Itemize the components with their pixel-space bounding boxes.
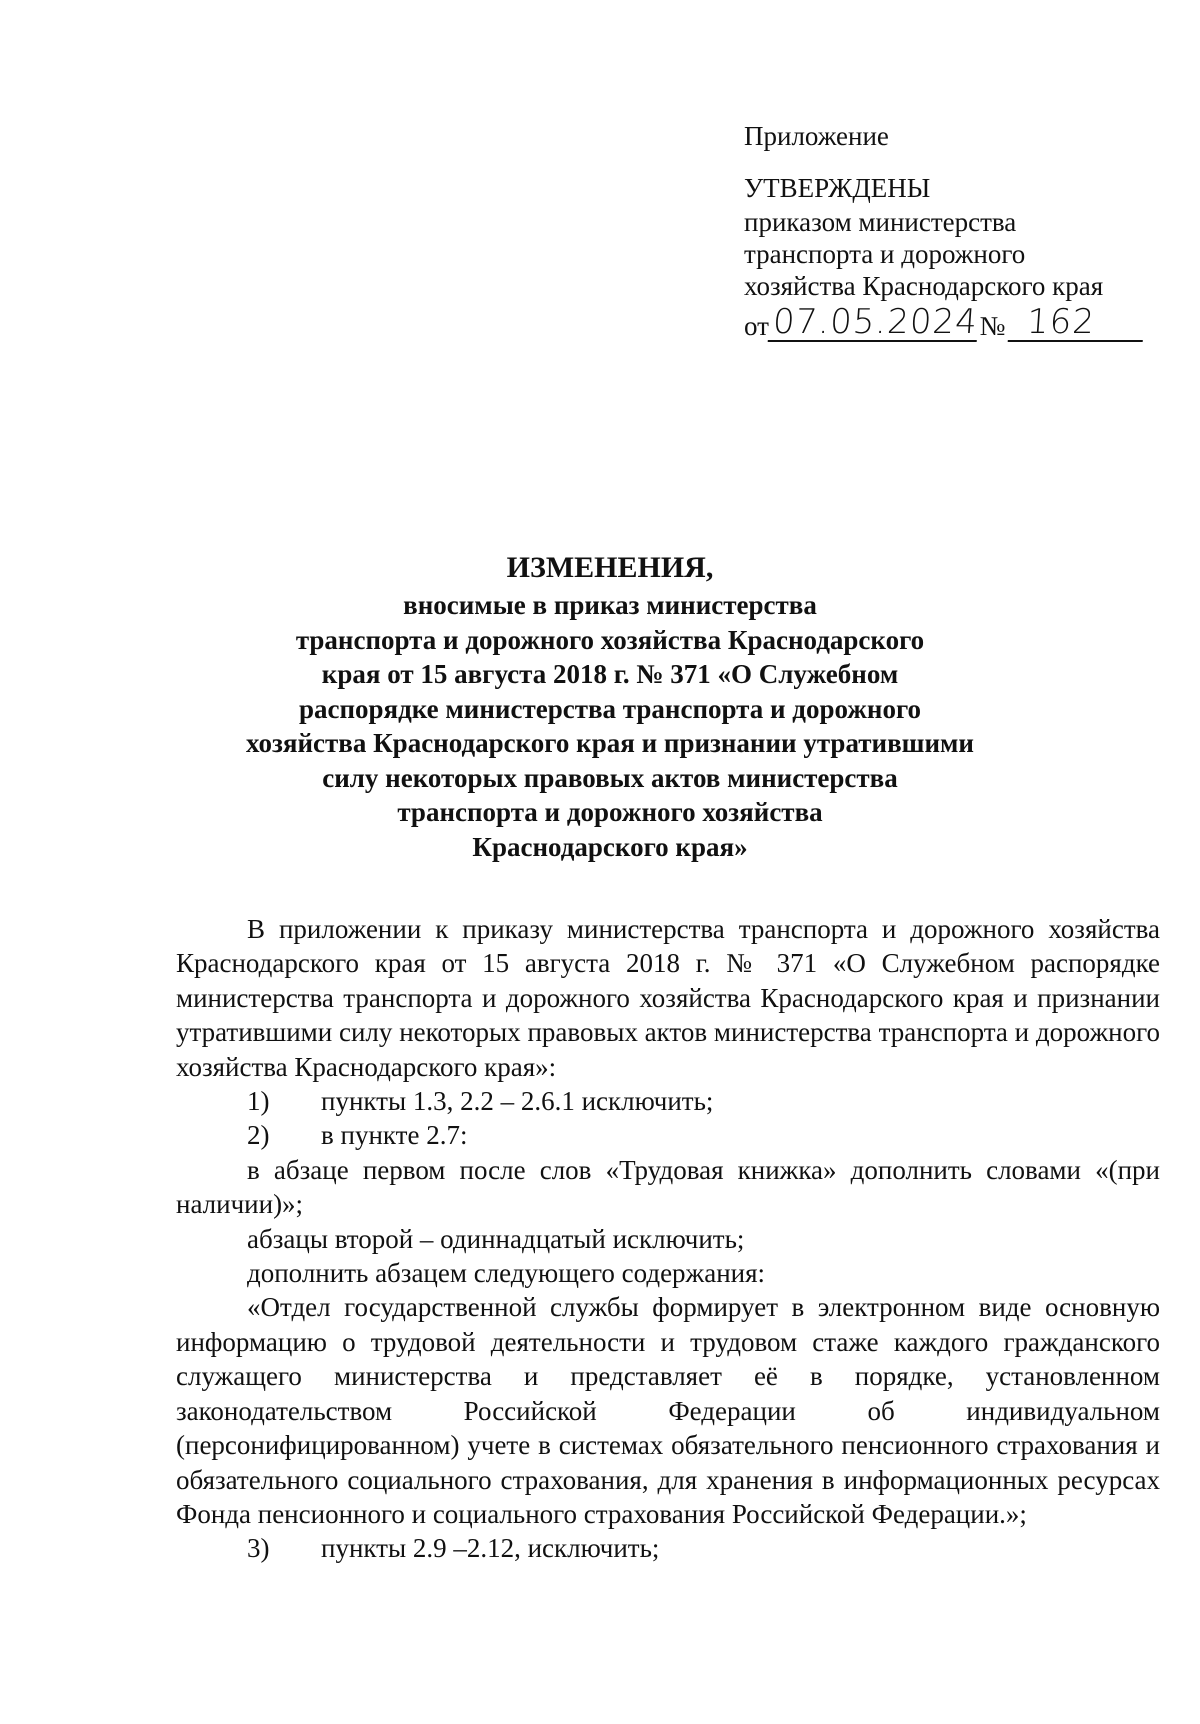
list-item-3-number: 3) [247,1533,270,1564]
list-item-3-text: пункты 2.9 –2.12, исключить; [321,1533,660,1564]
paragraph-b: абзацы второй – одиннадцатый исключить; [247,1223,745,1254]
approved-label: УТВЕРЖДЕНЫ [744,173,931,203]
title-line-6: силу некоторых правовых актов министерства [322,762,898,793]
title-line-8: Краснодарского края» [472,831,748,862]
document-body [176,912,1160,1566]
appendix-heading: Приложение [744,121,889,151]
title-main: ИЗМЕНЕНИЯ, [506,551,714,584]
title-line-2: транспорта и дорожного хозяйства Краснодарского [295,624,925,655]
document-title [200,548,1020,864]
list-item-2 [176,1118,1160,1152]
title-line-7: транспорта и дорожного хозяйства [397,797,823,827]
list-item-3 [176,1531,1160,1565]
list-item-1-number: 1) [247,1086,270,1117]
list-item-2-text: в пункте 2.7: [321,1120,468,1151]
list-item-1-text: пункты 1.3, 2.2 – 2.6.1 исключить; [321,1086,714,1117]
approval-line-2: транспорта и дорожного [744,239,1026,269]
intro-paragraph: В приложении к приказу министерства транспорта и дорожного хозяйства Краснодарского края от 15 августа 2018 г. № 371 «О Служебном распорядке министерства транспорта и дорожного хозяйства Краснодарского края и признании утратившими силу некоторых правовых актов министерства транспорта и дорожного хозяйства Краснодарского края»: [176,914,1160,1082]
paragraph-d: «Отдел государственной службы формирует в электронном виде основную информацию о трудовой деятельности и трудовом стаже каждого гражданского служащего министерства и представляет её в порядке, установленном законодательством Российской Федерации об индивидуальном (персонифицированном) учете в системах обязательного пенсионного страхования и обязательного социального страхования, для хранения в информационных ресурсах Фонда пенсионного и социального страхования Российской Федерации.»; [176,1292,1160,1529]
approval-line-1: приказом министерства [744,207,1017,237]
title-line-4: распорядке министерства транспорта и дорожного [298,693,922,724]
title-line-5: хозяйства Краснодарского края и признании утратившими [246,728,974,758]
order-date: 07.05.2024 [768,304,979,342]
list-item-1 [176,1084,1160,1118]
order-date-line [744,302,1144,342]
paragraph-c: дополнить абзацем следующего содержания: [247,1258,766,1289]
approval-block [744,120,1144,342]
list-item-2-number: 2) [247,1120,270,1151]
approval-line-3: хозяйства Краснодарского края [744,271,1104,301]
number-label: № [979,311,1006,341]
title-line-1: вносимые в приказ министерства [403,590,817,620]
paragraph-a: в абзаце первом после слов «Трудовая книжка» дополнить словами «(при наличии)»; [176,1154,1160,1220]
date-prefix: от [744,311,769,341]
title-line-3: края от 15 августа 2018 г. № 371 «О Служебном [321,659,899,689]
order-number: 162 [1008,304,1145,342]
